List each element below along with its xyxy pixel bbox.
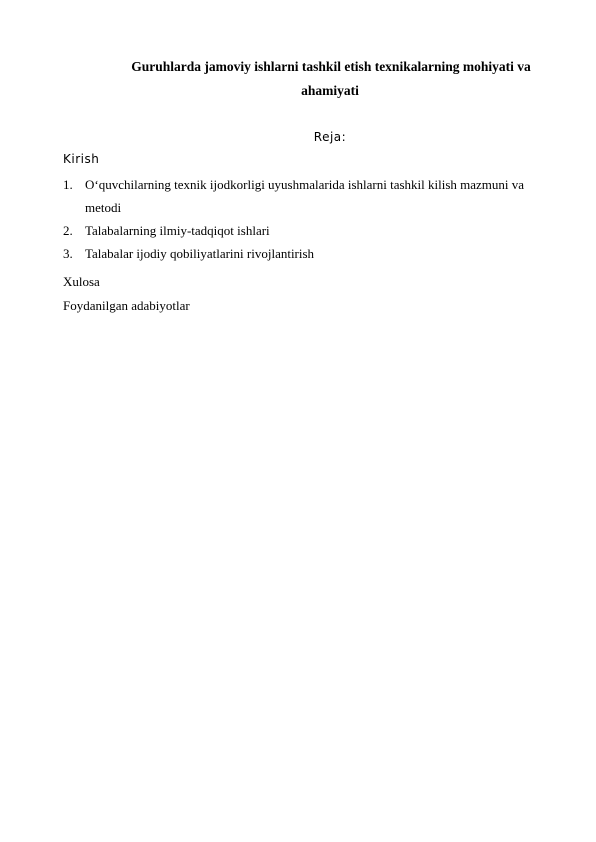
plan-item [63, 173, 543, 219]
intro-item: Kirish [63, 152, 100, 166]
plan-item-number: 2. [63, 223, 73, 238]
plan-item-number: 1. [63, 177, 73, 192]
plan-heading: Reja: [313, 130, 347, 144]
plan-item [63, 219, 543, 242]
plan-item-text: O‘quvchilarning texnik ijodkorligi uyushmalarida ishlarni tashkil kilish mazmuni va metodi [85, 177, 525, 215]
conclusion-item: Xulosa [63, 274, 100, 289]
references-item: Foydanilgan adabiyotlar [63, 298, 190, 313]
plan-item-number: 3. [63, 246, 73, 261]
plan-item-text: Talabalar ijodiy qobiliyatlarini rivojlantirish [85, 246, 315, 261]
plan-item [63, 242, 543, 265]
plan-list [63, 173, 543, 265]
plan-item-text: Talabalarning ilmiy-tadqiqot ishlari [85, 223, 270, 238]
document-title-line-1: Guruhlarda jamoviy ishlarni tashkil etish texnikalarning mohiyati va [131, 59, 531, 74]
document-title-line-2: ahamiyati [301, 83, 359, 98]
